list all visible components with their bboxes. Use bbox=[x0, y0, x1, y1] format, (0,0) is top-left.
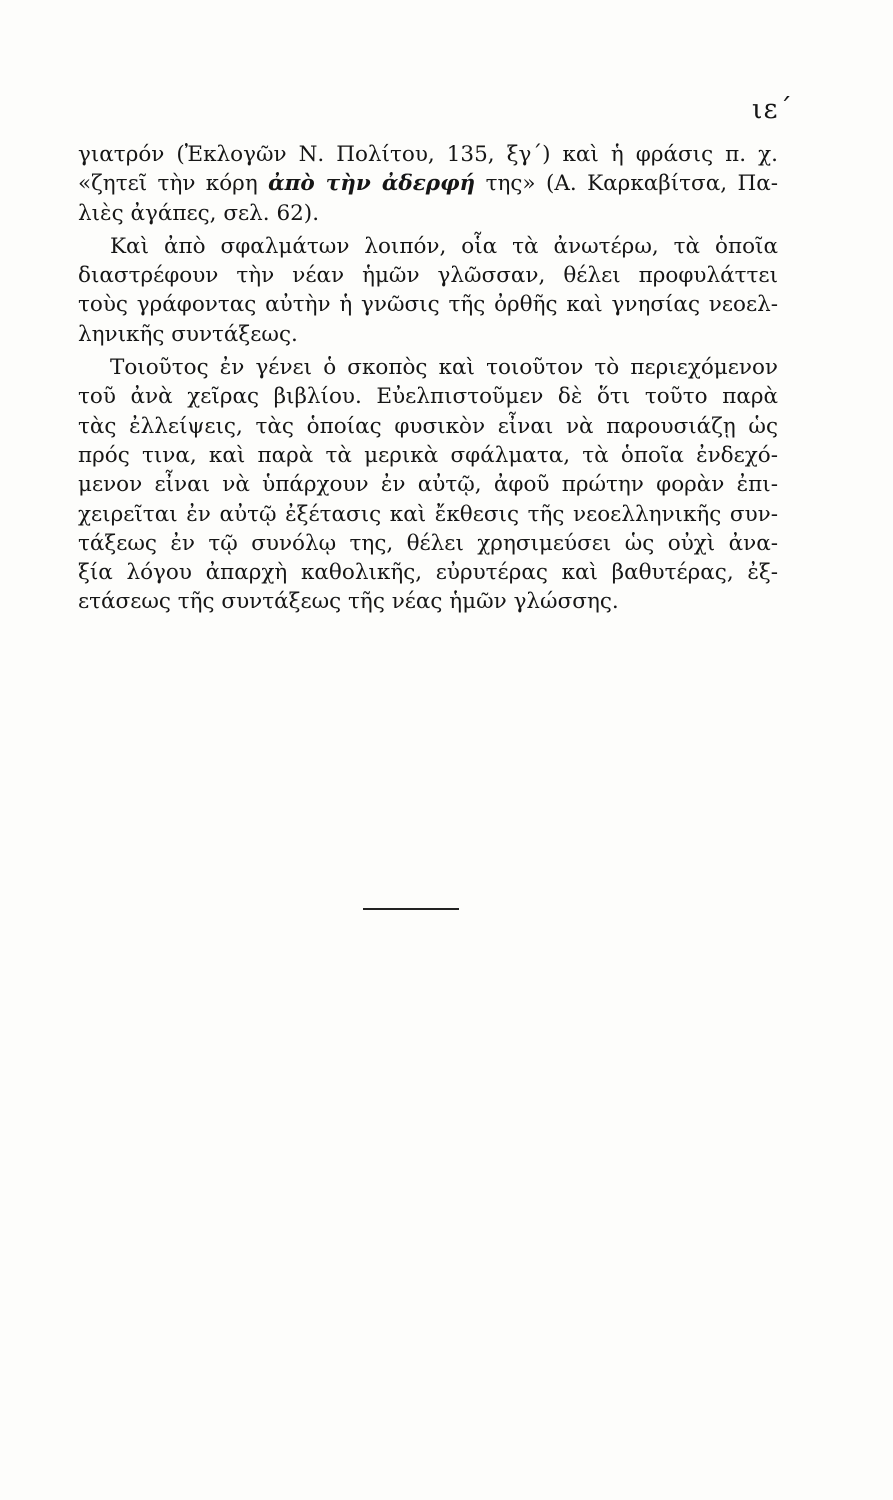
text-line: γιατρόν (Ἐκλογῶν Ν. Πολίτου, 135, ξγ΄) καὶ ἡ φράσις π. χ. bbox=[78, 142, 778, 167]
text-line: ληνικῆς συντάξεως. bbox=[78, 321, 298, 347]
section-divider bbox=[363, 908, 459, 910]
bold-phrase: ἀπὸ τὴν ἀδερφή bbox=[268, 171, 476, 197]
text-line: τοῦ ἀνὰ χεῖρας βιβλίου. Εὐελπιστοῦμεν δὲ ὅτι τοῦτο παρὰ bbox=[78, 384, 778, 410]
text-line bbox=[78, 169, 778, 198]
page-number: ιε΄ bbox=[751, 94, 793, 125]
paragraph-first-line: Τοιοῦτος ἐν γένει ὁ σκοπὸς καὶ τοιοῦτον τὸ περιεχόμενον bbox=[110, 355, 778, 381]
text-line: μενον εἶναι νὰ ὑπάρχουν ἐν αὐτῷ, ἀφοῦ πρώτην φορὰν ἐπι- bbox=[78, 472, 778, 498]
text-line: ετάσεως τῆς συντάξεως τῆς νέας ἡμῶν γλώσσης. bbox=[78, 589, 619, 615]
body-text bbox=[78, 140, 778, 617]
text-line: ξία λόγου ἀπαρχὴ καθολικῆς, εὐρυτέρας καὶ βαθυτέρας, ἐξ- bbox=[78, 560, 778, 586]
text-segment: της» (Α. Καρκαβίτσα, Πα- bbox=[475, 171, 778, 197]
text-line: διαστρέφουν τὴν νέαν ἡμῶν γλῶσσαν, θέλει προφυλάττει bbox=[78, 263, 778, 289]
text-line: τάξεως ἐν τῷ συνόλῳ της, θέλει χρησιμεύσει ὡς οὐχὶ ἀνα- bbox=[78, 530, 778, 556]
paragraph-first-line: Καὶ ἀπὸ σφαλμάτων λοιπόν, οἷα τὰ ἀνωτέρω, τὰ ὁποῖα bbox=[110, 233, 778, 259]
text-line: τὰς ἐλλείψεις, τὰς ὁποίας φυσικὸν εἶναι νὰ παρουσιάζῃ ὡς bbox=[78, 413, 778, 439]
text-line: χειρεῖται ἐν αὐτῷ ἐξέτασις καὶ ἔκθεσις τῆς νεοελληνικῆς συν- bbox=[78, 501, 778, 527]
text-line: πρός τινα, καὶ παρὰ τὰ μερικὰ σφάλματα, τὰ ὁποῖα ἐνδεχό- bbox=[78, 442, 778, 468]
text-segment: «ζητεῖ τὴν κόρη bbox=[78, 171, 269, 197]
text-line: τοὺς γράφοντας αὐτὴν ἡ γνῶσις τῆς ὀρθῆς καὶ γνησίας νεοελ- bbox=[78, 292, 778, 318]
text-line: λιὲς ἀγάπες, σελ. 62). bbox=[78, 200, 320, 226]
